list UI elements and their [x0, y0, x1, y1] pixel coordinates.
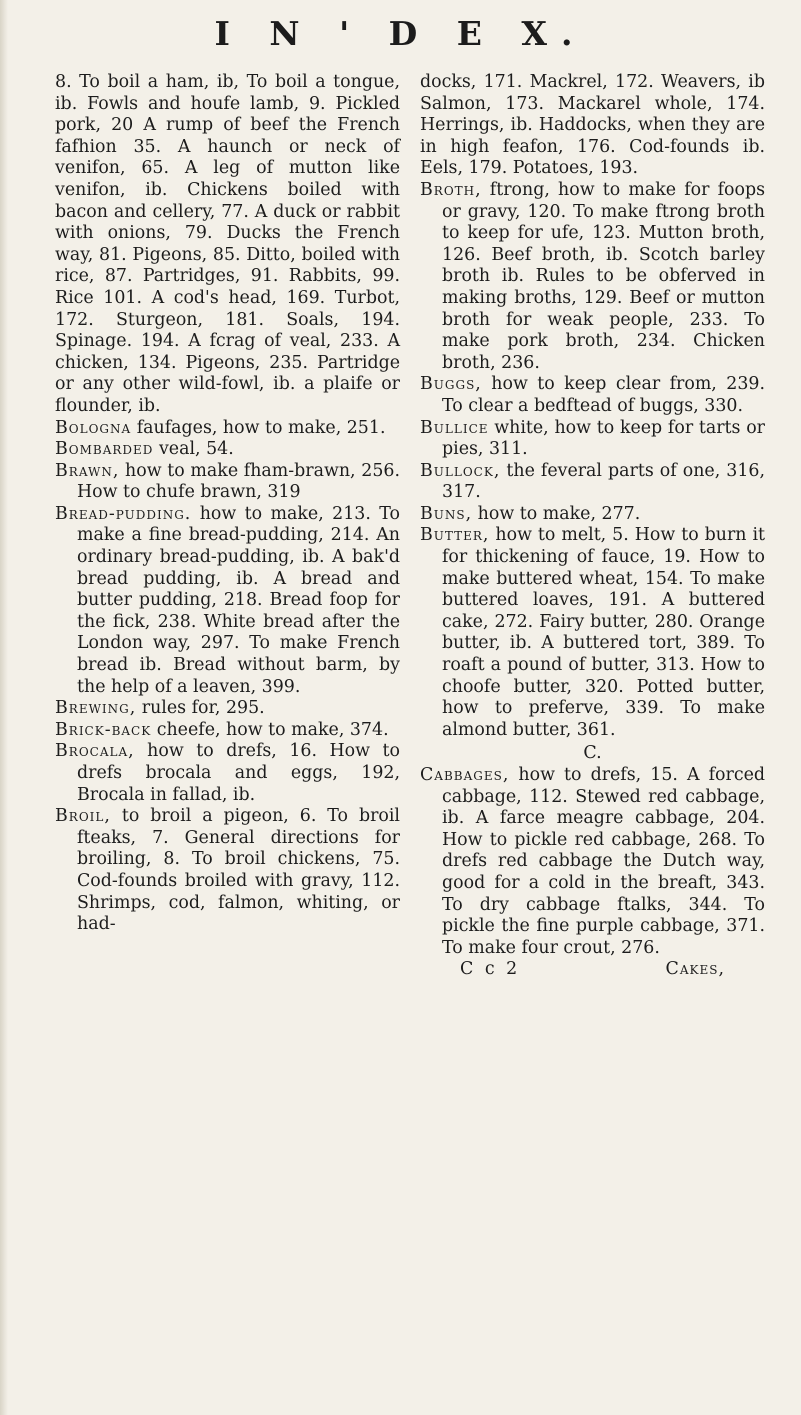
- catchword: Cakes,: [665, 959, 725, 980]
- signature-mark: C c 2: [460, 959, 521, 980]
- index-entry: Bullice white, how to keep for tarts or pies, 311.: [420, 417, 765, 460]
- index-entry: Bologna faufages, how to make, 251.: [55, 417, 386, 438]
- index-entry: Bread-pudding. how to make, 213. To make a fine bread-pudding, 214. An ordinary bread-pudding, ib. A bak'd bread pudding, ib. A bread and butter pudding, 218. Bread foop for the fick, 238. White bread after the London way, 297. To make French bread ib. Bread without barm, by the help of a leaven, 399.: [55, 503, 400, 697]
- index-entry: Broil, to broil a pigeon, 6. To broil fteaks, 7. General directions for broiling, 8. To broil chickens, 75. Cod-founds broiled with gravy, 112. Shrimps, cod, falmon, whiting, or had-: [55, 806, 400, 935]
- index-entry: Brick-back cheefe, how to make, 374.: [55, 719, 389, 740]
- section-letter: C.: [583, 743, 602, 764]
- index-entry: Buggs, how to keep clear from, 239. To clear a bedftead of buggs, 330.: [420, 374, 765, 416]
- left-column: [55, 72, 400, 936]
- index-entry: Brocala, how to drefs, 16. How to drefs brocala and eggs, 192, Brocala in fallad, ib.: [55, 741, 400, 805]
- running-head: I N ' D E X.: [214, 14, 587, 53]
- right-column: [420, 72, 765, 981]
- page-edge: [0, 0, 8, 1415]
- index-entry: Butter, how to melt, 5. How to burn it for thickening of fauce, 19. How to make buttered wheat, 154. To make buttered loaves, 191. A buttered cake, 272. Fairy butter, 280. Orange butter, ib. A buttered tort, 389. To roaft a pound of butter, 313. How to choofe butter, 320. Potted butter, how to preferve, 339. To make almond butter, 361.: [420, 525, 765, 740]
- index-entry: Brawn, how to make fham-brawn, 256. How to chufe brawn, 319: [55, 460, 400, 503]
- index-entry: Bombarded veal, 54.: [55, 439, 234, 460]
- index-entry: Broth, ftrong, how to make for foops or gravy, 120. To make ftrong broth to keep for ufe, 123. Mutton broth, 126. Beef broth, ib. Scotch barley broth ib. Rules to be obferved in making broths, 129. Beef or mutton broth for weak people, 233. To make pork broth, 234. Chicken broth, 236.: [420, 179, 765, 373]
- index-entry: Buns, how to make, 277.: [420, 503, 641, 524]
- index-entry: 8. To boil a ham, ib, To boil a tongue, ib. Fowls and houfe lamb, 9. Pickled pork, 20 A rump of beef the French fafhion 35. A haunch or neck of venifon, 65. A leg of mutton like venifon, ib. Chickens boiled with bacon and cellery, 77. A duck or rabbit with onions, 79. Ducks the French way, 81. Pigeons, 85. Ditto, boiled with rice, 87. Partridges, 91. Rabbits, 99. Rice 101. A cod's head, 169. Turbot, 172. Sturgeon, 181. Soals, 194. Spinage. 194. A fcrag of veal, 233. A chicken, 134. Pigeons, 235. Partridge or any other wild-fowl, ib. a plaife or flounder, ib.: [55, 72, 400, 416]
- index-entry-continued: docks, 171. Mackrel, 172. Weavers, ib Salmon, 173. Mackarel whole, 174. Herrings, ib. Haddocks, when they are in high feafon, 176. Cod-founds ib. Eels, 179. Potatoes, 193.: [420, 72, 765, 179]
- index-entry: Bullock, the feveral parts of one, 316, 317.: [420, 460, 765, 503]
- page-footer: [420, 959, 765, 981]
- index-entry: Brewing, rules for, 295.: [55, 698, 265, 719]
- index-entry: Cabbages, how to drefs, 15. A forced cabbage, 112. Stewed red cabbage, ib. A farce meagre cabbage, 204. How to pickle red cabbage, 268. To drefs red cabbage the Dutch way, good for a cold in the breaft, 343. To dry cabbage ftalks, 344. To pickle the fine purple cabbage, 371. To make four crout, 276.: [420, 765, 765, 958]
